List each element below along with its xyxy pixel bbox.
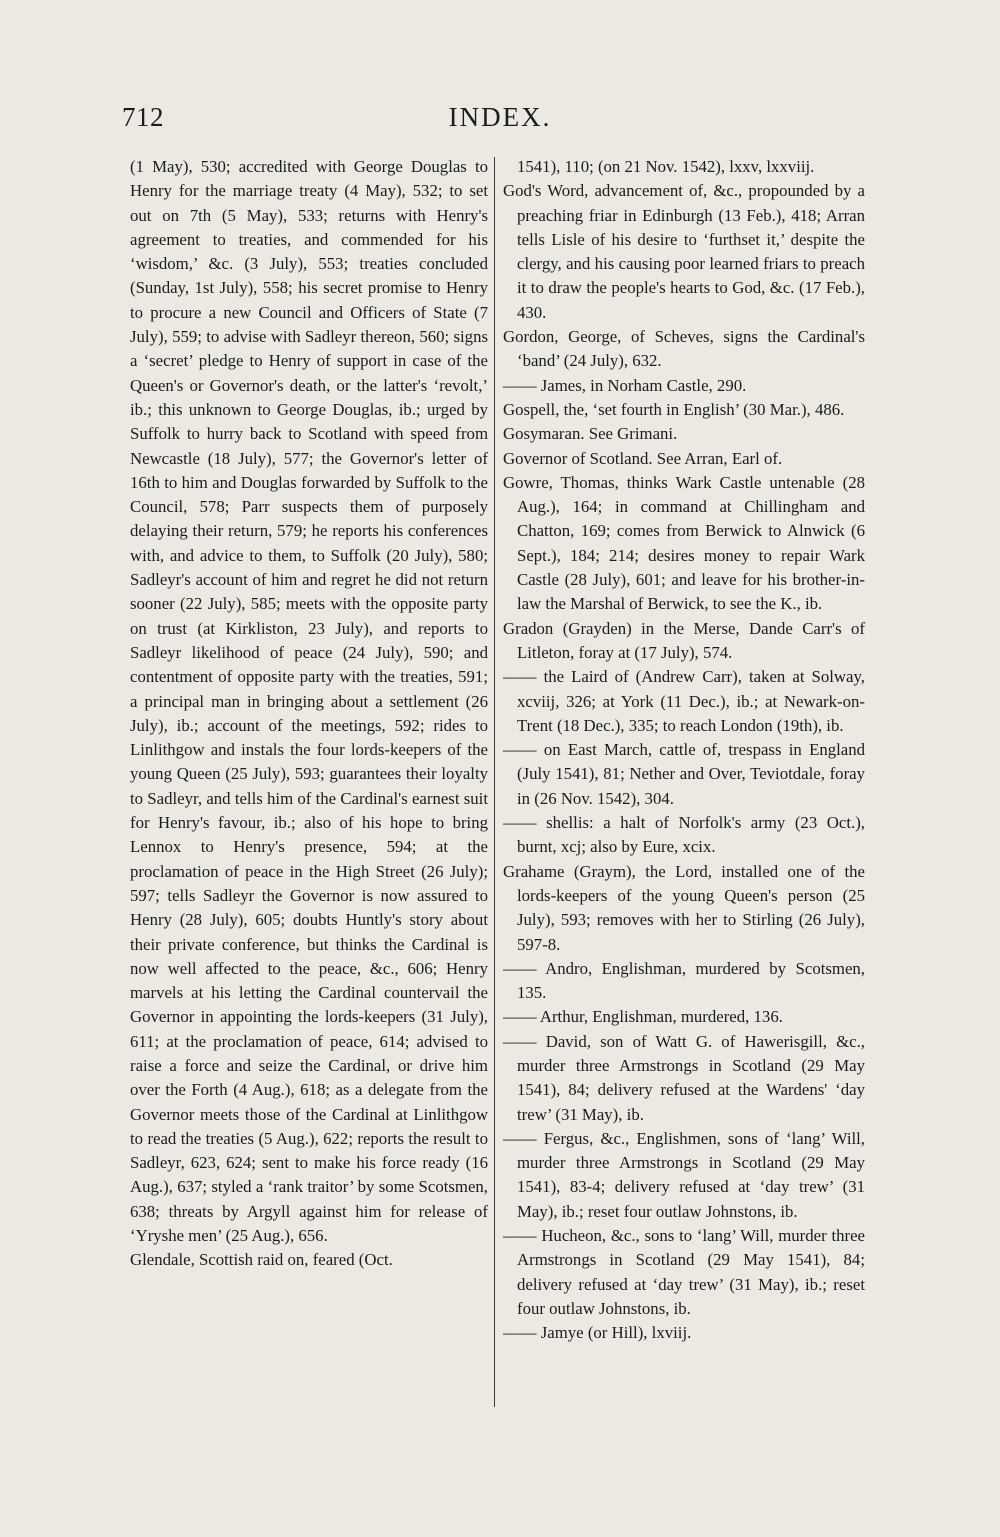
page-number: 712: [122, 102, 164, 132]
index-entry: 1541), 110; (on 21 Nov. 1542), lxxv, lxxviij.: [517, 157, 815, 176]
index-entry: —— shellis: a halt of Norfolk's army (23 Oct.), burnt, xcj; also by Eure, xcix.: [503, 813, 865, 857]
index-entry: God's Word, advancement of, &c., propounded by a preaching friar in Edinburgh (13 Feb.), 418; Arran tells Lisle of his desire to ‘furthset it,’ despite the clergy, and his causing poor learned friars to preach it to draw the people's hearts to God, &c. (17 Feb.), 430.: [503, 181, 865, 322]
index-entry: —— Arthur, Englishman, murdered, 136.: [503, 1007, 783, 1027]
index-entry: —— Fergus, &c., Englishmen, sons of ‘lang’ Will, murder three Armstrongs in Scotland (29 May 1541), 83-4; delivery refused at ‘day trew’ (31 May), ib.; reset four outlaw Johnstons, ib.: [503, 1128, 865, 1221]
index-entry: —— David, son of Watt G. of Hawerisgill, &c., murder three Armstrongs in Scotland (29 May 1541), 84; delivery refused at the Wardens' ‘day trew’ (31 May), ib.: [503, 1031, 865, 1124]
index-entry: Gordon, George, of Scheves, signs the Cardinal's ‘band’ (24 July), 632.: [503, 327, 865, 371]
index-entry: Glendale, Scottish raid on, feared (Oct.: [130, 1250, 393, 1270]
index-entry: Gosymaran. See Grimani.: [503, 424, 678, 444]
index-entry: Gospell, the, ‘set fourth in English’ (30 Mar.), 486.: [503, 399, 845, 419]
column-rule: [494, 157, 495, 1407]
index-entry: Gradon (Grayden) in the Merse, Dande Carr's of Litleton, foray at (17 July), 574.: [503, 618, 865, 662]
index-entry: —— the Laird of (Andrew Carr), taken at Solway, xcviij, 326; at York (11 Dec.), ib.; at Newark-on-Trent (18 Dec.), 335; to reach London (19th), ib.: [503, 667, 865, 735]
index-entry: Governor of Scotland. See Arran, Earl of.: [503, 448, 783, 468]
index-entry: —— Hucheon, &c., sons to ‘lang’ Will, murder three Armstrongs in Scotland (29 May 1541), 84; delivery refused at ‘day trew’ (31 May), ib.; reset four outlaw Johnstons, ib.: [503, 1226, 865, 1318]
right-column: [503, 155, 865, 1346]
left-column: [130, 155, 488, 1273]
index-entry: Grahame (Graym), the Lord, installed one of the lords-keepers of the young Queen's person (25 July), 593; removes with her to Stirling (26 July), 597-8.: [503, 861, 865, 954]
index-entry: —— Jamye (or Hill), lxviij.: [503, 1323, 692, 1343]
running-head: INDEX.: [448, 102, 552, 132]
index-entry: —— James, in Norham Castle, 290.: [503, 375, 747, 395]
index-entry: —— Andro, Englishman, murdered by Scotsmen, 135.: [503, 958, 865, 1003]
index-entry: Gowre, Thomas, thinks Wark Castle untenable (28 Aug.), 164; in command at Chillingham and Chatton, 169; comes from Berwick to Alnwick (6 Sept.), 184; 214; desires money to repair Wark Castle (28 July), 601; and leave for his brother-in-law the Marshal of Berwick, to see the K., ib.: [503, 472, 865, 614]
index-entry: (1 May), 530; accredited with George Douglas to Henry for the marriage treaty (4 May), 532; to set out on 7th (5 May), 533; returns with Henry's agreement to treaties, and commended for his ‘wisdom,’ &c. (3 July), 553; treaties concluded (Sunday, 1st July), 558; his secret promise to Henry to procure a new Council and Officers of State (7 July), 559; to advise with Sadleyr thereon, 560; signs a ‘secret’ pledge to Henry of support in case of the Queen's or Governor's death, or the latter's ‘revolt,’ ib.; this unknown to George Douglas, ib.; urged by Suffolk to hurry back to Scotland with speed from Newcastle (18 July), 577; the Governor's letter of 16th to him and Douglas forwarded by Suffolk to the Council, 578; Parr suspects them of purposely delaying their return, 579; he reports his conferences with, and advice to them, to Suffolk (20 July), 580; Sadleyr's account of him and regret he did not return sooner (22 July), 585; meets with the opposite party on trust (at Kirkliston, 23 July), and reports to Sadleyr likelihood of peace (24 July), 590; and contentment of opposite party with the treaties, 591; a principal man in bringing about a settlement (26 July), ib.; account of the meetings, 592; rides to Linlithgow and instals the four lords-keepers of the young Queen (25 July), 593; guarantees their loyalty to Sadleyr, and tells him of the Cardinal's earnest suit for Henry's favour, ib.; also of his hope to bring Lennox to Henry's presence, 594; at the proclamation of peace in the High Street (26 July); 597; tells Sadleyr the Governor is now assured to Henry (28 July), 605; doubts Huntly's story about their private conference, but thinks the Cardinal is now well affected to the peace, &c., 606; Henry marvels at his letting the Cardinal countervail the Governor in appointing the lords-keepers (31 July), 611; at the proclamation of peace, 614; advised to raise a force and seize the Cardinal, or drive him over the Forth (4 Aug.), 618; as a delegate from the Governor meets those of the Cardinal at Linlithgow to read the treaties (5 Aug.), 622; reports the result to Sadleyr, 623, 624; sent to make his force ready (16 Aug.), 637; styled a ‘rank traitor’ by some Scotsmen, 638; threats by Argyll against him for release of ‘Yryshe men’ (25 Aug.), 656.: [130, 157, 488, 1246]
index-entry: —— on East March, cattle of, trespass in England (July 1541), 81; Nether and Over, Teviotdale, foray in (26 Nov. 1542), 304.: [503, 740, 865, 808]
